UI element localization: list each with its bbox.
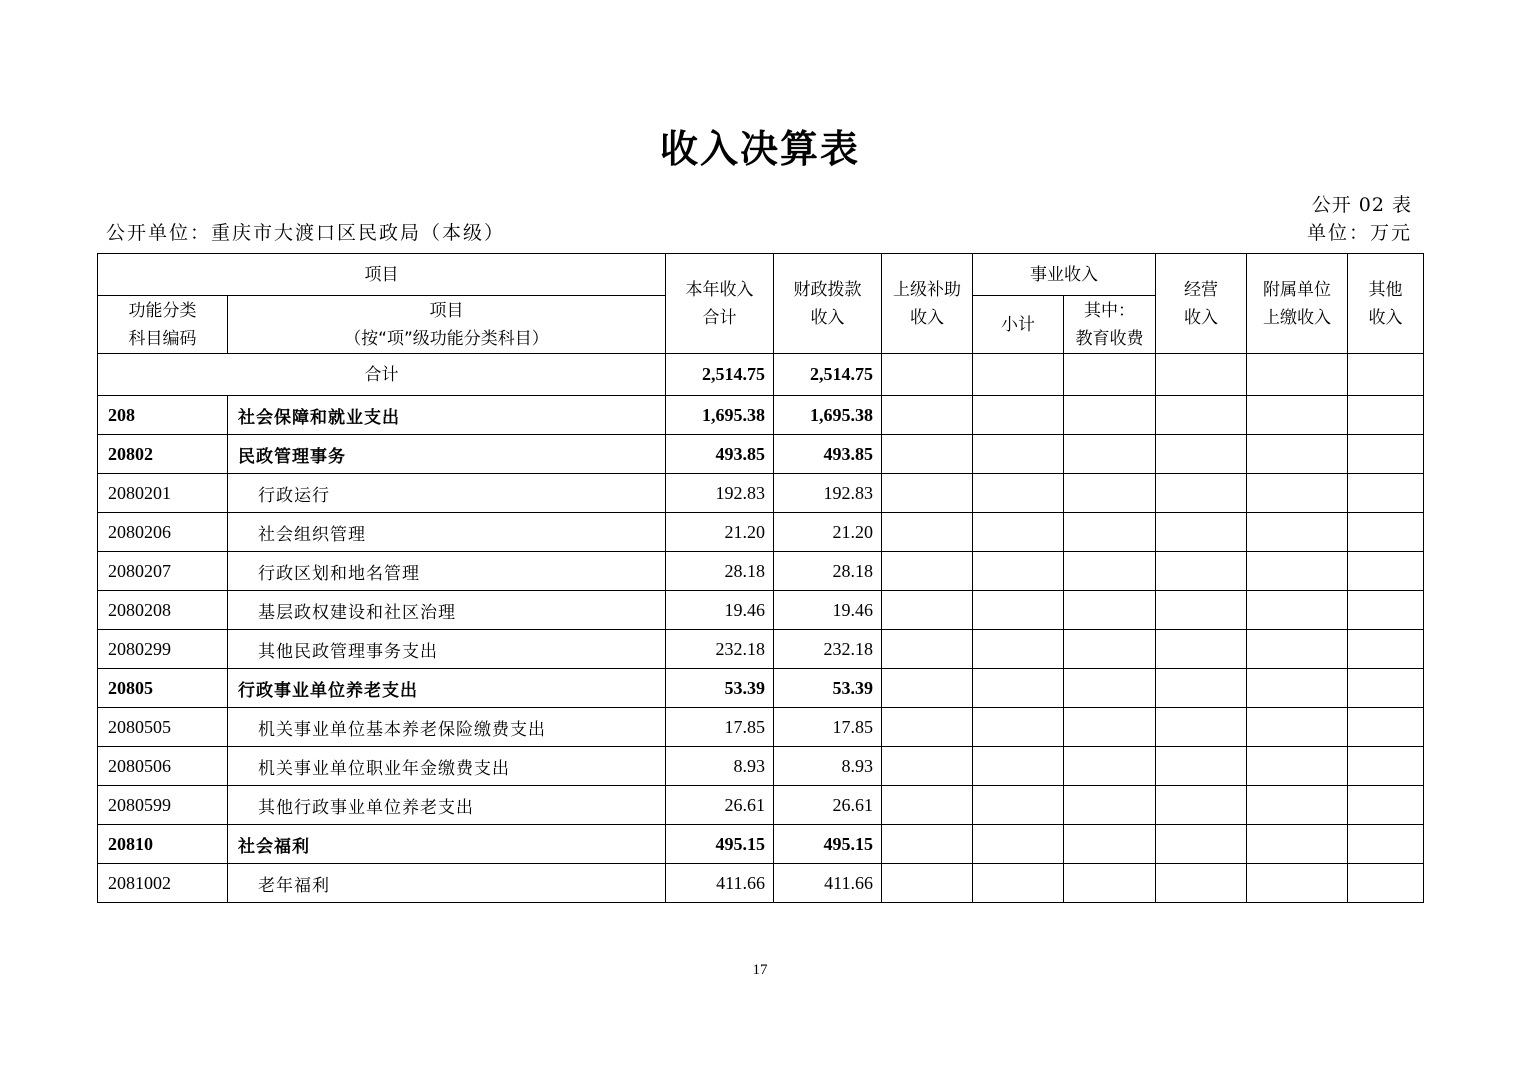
empty-cell bbox=[1247, 825, 1348, 864]
empty-cell bbox=[1247, 669, 1348, 708]
empty-cell bbox=[882, 591, 973, 630]
row-total: 192.83 bbox=[666, 474, 774, 513]
summary-total: 2,514.75 bbox=[666, 354, 774, 396]
empty-cell bbox=[1247, 786, 1348, 825]
row-total: 495.15 bbox=[666, 825, 774, 864]
empty-cell bbox=[1247, 396, 1348, 435]
row-fiscal: 28.18 bbox=[774, 552, 882, 591]
row-total: 17.85 bbox=[666, 708, 774, 747]
form-number: 公开 02 表 bbox=[1311, 194, 1412, 216]
table-row bbox=[98, 591, 1424, 630]
page-number: 17 bbox=[752, 962, 768, 978]
row-total: 19.46 bbox=[666, 591, 774, 630]
empty-cell bbox=[973, 708, 1064, 747]
row-code: 2080207 bbox=[98, 552, 228, 591]
row-name: 社会保障和就业支出 bbox=[228, 396, 666, 435]
table-row bbox=[98, 630, 1424, 669]
row-code: 2080506 bbox=[98, 747, 228, 786]
empty-cell bbox=[1348, 786, 1424, 825]
empty-cell bbox=[1064, 825, 1156, 864]
empty-cell bbox=[1348, 552, 1424, 591]
empty-cell bbox=[1156, 708, 1247, 747]
empty-cell bbox=[882, 669, 973, 708]
row-fiscal: 53.39 bbox=[774, 669, 882, 708]
table-row bbox=[98, 435, 1424, 474]
empty-cell bbox=[1247, 435, 1348, 474]
row-fiscal: 17.85 bbox=[774, 708, 882, 747]
row-code: 20805 bbox=[98, 669, 228, 708]
row-name: 机关事业单位职业年金缴费支出 bbox=[228, 747, 666, 786]
table-row bbox=[98, 864, 1424, 903]
page-title: 收入决算表 bbox=[659, 127, 860, 171]
header-total-line2: 合计 bbox=[702, 307, 737, 328]
row-code: 2080208 bbox=[98, 591, 228, 630]
row-total: 411.66 bbox=[666, 864, 774, 903]
empty-cell bbox=[1156, 552, 1247, 591]
empty-cell bbox=[1156, 630, 1247, 669]
row-code: 2080505 bbox=[98, 708, 228, 747]
table-row bbox=[98, 708, 1424, 747]
row-fiscal: 8.93 bbox=[774, 747, 882, 786]
empty-cell bbox=[1064, 786, 1156, 825]
table-row bbox=[98, 825, 1424, 864]
row-code: 2080201 bbox=[98, 474, 228, 513]
empty-cell bbox=[882, 435, 973, 474]
empty-cell bbox=[882, 747, 973, 786]
header-fiscal bbox=[774, 254, 882, 354]
empty-cell bbox=[882, 708, 973, 747]
empty-cell bbox=[973, 552, 1064, 591]
header-code bbox=[98, 296, 228, 354]
empty-cell bbox=[1247, 474, 1348, 513]
empty-cell bbox=[973, 513, 1064, 552]
empty-cell bbox=[1156, 669, 1247, 708]
empty-cell bbox=[1247, 513, 1348, 552]
row-fiscal: 1,695.38 bbox=[774, 396, 882, 435]
empty-cell bbox=[1348, 864, 1424, 903]
row-fiscal: 192.83 bbox=[774, 474, 882, 513]
empty-cell bbox=[1247, 864, 1348, 903]
row-total: 8.93 bbox=[666, 747, 774, 786]
empty-cell bbox=[1156, 786, 1247, 825]
row-code: 20802 bbox=[98, 435, 228, 474]
reporting-unit: 公开单位：重庆市大渡口区民政局（本级） bbox=[106, 222, 506, 244]
empty-cell bbox=[973, 825, 1064, 864]
summary-row bbox=[98, 354, 1424, 396]
row-name: 老年福利 bbox=[228, 864, 666, 903]
row-fiscal: 26.61 bbox=[774, 786, 882, 825]
empty-cell bbox=[882, 825, 973, 864]
table-row bbox=[98, 513, 1424, 552]
empty-cell bbox=[1156, 474, 1247, 513]
empty-cell bbox=[882, 864, 973, 903]
empty-cell bbox=[1064, 513, 1156, 552]
empty-cell bbox=[1156, 591, 1247, 630]
empty-cell bbox=[1064, 474, 1156, 513]
row-name: 社会组织管理 bbox=[228, 513, 666, 552]
empty-cell bbox=[1348, 747, 1424, 786]
row-fiscal: 493.85 bbox=[774, 435, 882, 474]
empty-cell bbox=[1156, 864, 1247, 903]
row-code: 2080206 bbox=[98, 513, 228, 552]
empty-cell bbox=[882, 396, 973, 435]
empty-cell bbox=[882, 552, 973, 591]
row-fiscal: 495.15 bbox=[774, 825, 882, 864]
empty-cell bbox=[1247, 591, 1348, 630]
empty-cell bbox=[973, 786, 1064, 825]
empty-cell bbox=[973, 396, 1064, 435]
empty-cell bbox=[1247, 747, 1348, 786]
empty-cell bbox=[1064, 669, 1156, 708]
empty-cell bbox=[1064, 552, 1156, 591]
empty-cell bbox=[1348, 708, 1424, 747]
header-superior-line1: 上级补助 bbox=[893, 279, 961, 300]
header-name bbox=[228, 296, 666, 354]
empty-cell bbox=[1348, 474, 1424, 513]
row-name: 行政事业单位养老支出 bbox=[228, 669, 666, 708]
header-fiscal-line2: 收入 bbox=[810, 307, 845, 328]
header-subtotal: 小计 bbox=[973, 296, 1064, 354]
empty-cell bbox=[1247, 708, 1348, 747]
empty-cell bbox=[1156, 513, 1247, 552]
header-edu bbox=[1064, 296, 1156, 354]
row-code: 208 bbox=[98, 396, 228, 435]
row-name: 机关事业单位基本养老保险缴费支出 bbox=[228, 708, 666, 747]
empty-cell bbox=[882, 786, 973, 825]
row-name: 社会福利 bbox=[228, 825, 666, 864]
row-name: 其他民政管理事务支出 bbox=[228, 630, 666, 669]
row-total: 493.85 bbox=[666, 435, 774, 474]
table-row bbox=[98, 786, 1424, 825]
header-item: 项目 bbox=[98, 254, 666, 296]
row-fiscal: 21.20 bbox=[774, 513, 882, 552]
income-final-accounts-table bbox=[97, 253, 1424, 903]
empty-cell bbox=[973, 630, 1064, 669]
empty-cell bbox=[1156, 825, 1247, 864]
row-total: 53.39 bbox=[666, 669, 774, 708]
empty-cell bbox=[1156, 747, 1247, 786]
row-name: 其他行政事业单位养老支出 bbox=[228, 786, 666, 825]
empty-cell bbox=[973, 864, 1064, 903]
empty-cell bbox=[1348, 591, 1424, 630]
header-affiliate-line2: 上缴收入 bbox=[1263, 307, 1331, 328]
row-name: 民政管理事务 bbox=[228, 435, 666, 474]
empty-cell bbox=[973, 747, 1064, 786]
row-total: 21.20 bbox=[666, 513, 774, 552]
header-operating-line2: 收入 bbox=[1184, 307, 1218, 328]
table-body bbox=[98, 396, 1424, 903]
empty-cell bbox=[1064, 864, 1156, 903]
empty-cell bbox=[1348, 669, 1424, 708]
empty-cell bbox=[1247, 552, 1348, 591]
row-fiscal: 232.18 bbox=[774, 630, 882, 669]
row-total: 232.18 bbox=[666, 630, 774, 669]
row-name: 基层政权建设和社区治理 bbox=[228, 591, 666, 630]
header-affiliate bbox=[1247, 254, 1348, 354]
row-name: 行政区划和地名管理 bbox=[228, 552, 666, 591]
header-code-line2: 科目编码 bbox=[128, 328, 197, 349]
row-fiscal: 19.46 bbox=[774, 591, 882, 630]
row-total: 26.61 bbox=[666, 786, 774, 825]
empty-cell bbox=[1064, 396, 1156, 435]
empty-cell bbox=[882, 630, 973, 669]
row-total: 28.18 bbox=[666, 552, 774, 591]
empty-cell bbox=[1064, 747, 1156, 786]
empty-cell bbox=[973, 669, 1064, 708]
empty-cell bbox=[973, 474, 1064, 513]
summary-label: 合计 bbox=[98, 354, 666, 396]
header-career: 事业收入 bbox=[973, 254, 1156, 296]
money-unit: 单位：万元 bbox=[1306, 222, 1412, 244]
row-name: 行政运行 bbox=[228, 474, 666, 513]
header-total-line1: 本年收入 bbox=[685, 279, 754, 300]
header-fiscal-line1: 财政拨款 bbox=[793, 279, 862, 300]
header-affiliate-line1: 附属单位 bbox=[1263, 279, 1331, 300]
row-code: 2081002 bbox=[98, 864, 228, 903]
empty-cell bbox=[1156, 396, 1247, 435]
header-other bbox=[1348, 254, 1424, 354]
empty-cell bbox=[1247, 630, 1348, 669]
header-other-line1: 其他 bbox=[1368, 279, 1403, 300]
empty-cell bbox=[1064, 630, 1156, 669]
table-row bbox=[98, 747, 1424, 786]
empty-cell bbox=[1348, 513, 1424, 552]
header-superior bbox=[882, 254, 973, 354]
empty-cell bbox=[882, 513, 973, 552]
empty-cell bbox=[973, 591, 1064, 630]
empty-cell bbox=[973, 435, 1064, 474]
empty-cell bbox=[1064, 435, 1156, 474]
empty-cell bbox=[882, 474, 973, 513]
row-code: 2080299 bbox=[98, 630, 228, 669]
header-code-line1: 功能分类 bbox=[128, 300, 197, 321]
summary-fiscal: 2,514.75 bbox=[774, 354, 882, 396]
table-row bbox=[98, 474, 1424, 513]
empty-cell bbox=[1348, 435, 1424, 474]
header-superior-line2: 收入 bbox=[910, 307, 944, 328]
header-edu-line1: 其中： bbox=[1084, 300, 1135, 321]
header-other-line2: 收入 bbox=[1368, 307, 1403, 328]
empty-cell bbox=[1348, 630, 1424, 669]
table-row bbox=[98, 669, 1424, 708]
table-row bbox=[98, 552, 1424, 591]
table-row bbox=[98, 396, 1424, 435]
empty-cell bbox=[1348, 825, 1424, 864]
empty-cell bbox=[1348, 396, 1424, 435]
empty-cell bbox=[1064, 708, 1156, 747]
header-total bbox=[666, 254, 774, 354]
header-operating bbox=[1156, 254, 1247, 354]
row-total: 1,695.38 bbox=[666, 396, 774, 435]
empty-cell bbox=[1156, 435, 1247, 474]
row-fiscal: 411.66 bbox=[774, 864, 882, 903]
header-name-line2: （按“项”级功能分类科目） bbox=[344, 328, 549, 349]
header-operating-line1: 经营 bbox=[1184, 279, 1218, 300]
empty-cell bbox=[1064, 591, 1156, 630]
header-edu-line2: 教育收费 bbox=[1075, 328, 1144, 349]
row-code: 20810 bbox=[98, 825, 228, 864]
header-name-line1: 项目 bbox=[429, 300, 464, 321]
row-code: 2080599 bbox=[98, 786, 228, 825]
